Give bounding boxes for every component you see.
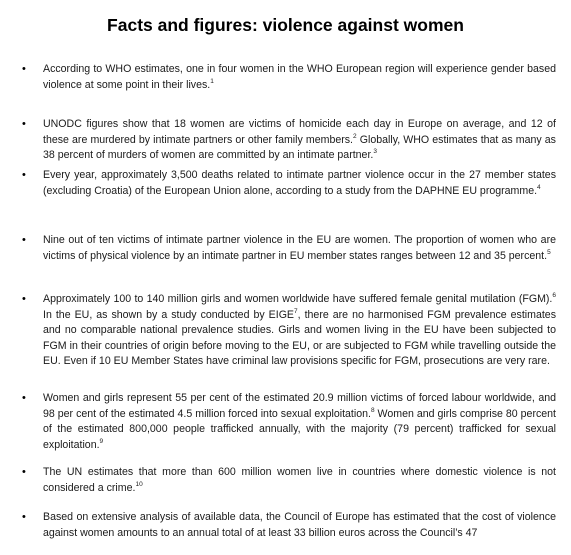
footnote-marker: 9 — [99, 437, 104, 445]
bullet-icon: • — [22, 466, 26, 478]
fact-text — [43, 62, 556, 93]
footnote-marker: 5 — [547, 248, 551, 256]
fact-text — [43, 465, 556, 496]
fact-text-segment: Approximately 100 to 140 million girls and women worldwide have suffered female genital mutilation (FGM). — [43, 293, 553, 305]
fact-text-segment: In the EU, as shown by a study conducted by EIGE — [43, 308, 295, 321]
bullet-icon: • — [22, 118, 26, 130]
bullet-icon: • — [22, 169, 26, 181]
page-title: Facts and figures: violence against women — [107, 15, 464, 35]
bullet-icon: • — [22, 511, 26, 523]
fact-text — [43, 510, 556, 541]
fact-text-segment: Nine out of ten victims of intimate partner violence in the EU are women. The proportion of women who are victims of physical violence by an intimate partner in EU member states ranges between 12 and 35 percent. — [43, 234, 556, 262]
fact-text-segment: UNODC figures show that 18 women are victims of homicide each day in Europe on average, and 12 of these are murdered by intimate partners or other family members. — [43, 118, 556, 146]
fact-text — [43, 233, 556, 264]
footnote-marker: 3 — [373, 148, 377, 156]
footnote-marker: 7 — [294, 307, 298, 315]
fact-text — [43, 168, 556, 199]
fact-text-segment: The UN estimates that more than 600 million women live in countries where domestic violence is not considered a crime. — [43, 466, 556, 494]
footnote-marker: 1 — [210, 77, 214, 85]
footnote-marker: 8 — [370, 406, 375, 414]
bullet-icon: • — [22, 392, 26, 404]
fact-text-segment: Women and girls represent 55 per cent of the estimated 20.9 million victims of forced labour worldwide, and 98 per cent of the estimated 4.5 million forced into sexual exploitation. — [43, 392, 556, 420]
bullet-icon: • — [22, 293, 26, 305]
footnote-marker: 10 — [135, 480, 143, 488]
fact-text-segment: Women and girls comprise 80 percent of the estimated 800,000 people trafficked annually, with the majority (79 percent) trafficked for sexual exploitation. — [43, 407, 556, 451]
footnote-marker: 2 — [353, 132, 357, 140]
fact-text-segment: According to WHO estimates, one in four women in the WHO European region will experience gender based violence at some point in their lives. — [43, 63, 556, 91]
bullet-icon: • — [22, 63, 26, 75]
fact-text — [43, 117, 556, 164]
fact-text-segment: , there are no harmonised FGM prevalence estimates and no comparable national prevalence studies. Girls and women living in the EU have been subjected to FGM in their countries of origin before moving to the EU, or are subjected to FGM while travelling outside the EU. Even if 10 EU Member States have criminal law provisions specific for FGM, prosecutions are very rare. — [43, 308, 556, 368]
footnote-marker: 6 — [552, 292, 556, 299]
fact-text — [43, 391, 556, 453]
fact-text-segment: Every year, approximately 3,500 deaths related to intimate partner violence occur in the 27 member states (excluding Croatia) of the European Union alone, according to a study from the DAPHNE EU programme. — [43, 169, 556, 197]
footnote-marker: 4 — [537, 183, 541, 191]
fact-text-segment: Based on extensive analysis of available data, the Council of Europe has estimated that the cost of violence against women amounts to an annual total of at least 33 billion euros across the Council’s 47 — [43, 511, 556, 539]
fact-text-segment: Globally, WHO estimates that as many as 38 percent of murders of women are committed by an intimate partner. — [43, 133, 556, 162]
fact-text — [43, 292, 556, 370]
bullet-icon: • — [22, 234, 26, 246]
